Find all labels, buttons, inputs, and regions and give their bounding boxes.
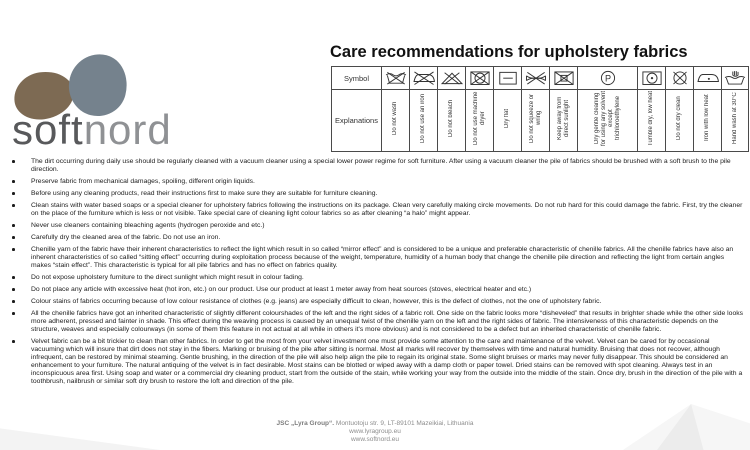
svg-text:P: P (604, 73, 611, 84)
symbol-cell (410, 67, 438, 90)
bullet-icon (12, 192, 15, 195)
list-item (8, 286, 744, 294)
list-item (8, 190, 744, 198)
explanation-text: Do not squeeze or wring (528, 93, 542, 143)
explanation-text: Do not use an iron (420, 93, 426, 143)
explanation-text: Iron with low heat (704, 94, 710, 142)
bullet-icon (12, 236, 15, 239)
bullet-icon (12, 312, 15, 315)
bullet-icon (12, 204, 15, 207)
bullet-text: Before using any cleaning products, read their instructions first to make sure they are suitable for furniture cleaning. (31, 190, 378, 197)
list-item (8, 234, 744, 242)
bullet-text: Velvet fabric can be a bit trickier to clean than other fabrics. In order to get the most from your velvet investment one must provide some attention to the care and maintenance of the velvet. Velvet can be cared for by occasional vacuuming which will insure that dirt does not stay in the fibers. Marking or bruising of the pile after sitting is normal. Most all marks will recover by themselves with time and natural humidity. Bruising that does not recover, although infrequent, can be restored by minimal steaming. Gentle brushing, in the direction of the pile will also help align the pile to regain its original state. Some slight bruises or marks may never fully disappear. This should be considered an enhancement to your furniture. The natural antiquing of the velvet is in fact desirable. Most stains can be blotted or wiped away with a damp cloth or paper towel. Dried stains can be removed with spot cleaning. Always test in an inconspicuous area first. Using soap and water or a commercial dry cleaning product, start from the outside of the stain, while working your way from the outside into the middle of the stain. Once dry, brush in the direction of the pile with a toothbrush, nailbrush or similar soft dry brush to restore the loft and direction of the pile. (31, 338, 743, 385)
tumble-dry-low-heat-icon (639, 69, 665, 87)
explanation-text: Dry gentle cleaning for using any solvent except trichloroethylene (593, 90, 621, 146)
explanation-cell (494, 90, 522, 152)
do-not-bleach-icon (439, 69, 465, 87)
explanation-text: Do not dry clean (676, 96, 682, 140)
symbol-cell (722, 67, 749, 90)
bullet-icon (12, 300, 15, 303)
address: Montuotoju str. 9, LT-89101 Mazeikiai, Lithuania (335, 420, 474, 427)
bullet-icon (12, 180, 15, 183)
hand-wash-30-icon (722, 69, 748, 87)
explanation-cell (522, 90, 550, 152)
logo-text (12, 106, 172, 153)
explanation-text: Hand wash at 30°C (731, 92, 738, 144)
list-item (8, 338, 744, 386)
dry-flat-icon (495, 69, 521, 87)
bullet-list (8, 158, 744, 390)
website-softnord-link[interactable]: www.softnord.eu (350, 436, 400, 443)
iron-with-low-heat-icon (695, 69, 721, 87)
bullet-icon (12, 288, 15, 291)
bullet-icon (12, 248, 15, 251)
explanation-cell (550, 90, 578, 152)
website-lyragroup-link[interactable]: www.lyragroup.eu (349, 428, 401, 435)
symbol-cell (438, 67, 466, 90)
do-not-use-machine-dryer-icon (467, 69, 493, 87)
page-title: Care recommendations for upholstery fabrics (330, 43, 688, 61)
symbol-cell (638, 67, 666, 90)
explanation-cell (694, 90, 722, 152)
bullet-icon (12, 224, 15, 227)
bullet-icon (12, 340, 15, 343)
softnord-logo (12, 52, 312, 154)
symbol-cell (550, 67, 578, 90)
explanation-cell (722, 90, 749, 152)
explanation-text: Do not bleach (448, 99, 454, 137)
bullet-text: Carefully dry the cleaned area of the fabric. Do not use an iron. (31, 234, 221, 241)
list-item (8, 246, 744, 270)
symbol-cell (694, 67, 722, 90)
do-not-wash-icon (383, 69, 409, 87)
bullet-text: Do not place any article with excessive heat (hot iron, etc.) on our product. Use our product at least 1 meter away from heat sources (stoves, electrical heater and etc.) (31, 286, 532, 293)
company-name: JSC „Lyra Group“. (276, 420, 335, 427)
care-table (331, 66, 749, 152)
explanations-row-header: Explanations (332, 90, 382, 152)
symbol-row-header: Symbol (332, 67, 382, 90)
dry-gentle-cleaning-icon (595, 69, 621, 87)
list-item (8, 202, 744, 218)
explanation-text: Do not wash (392, 101, 398, 135)
bullet-text: Chenille yarn of the fabric have their inherent characteristics to reflect the light which result in so called “mirror effect” and is considered to be a unique and preferable characteristic of chenille fabrics. All the chenille fabrics have also an inherent characteristics of so called “sitting effect” occurring during exploitation process because of the weight, temperature, humidity of a human body that change the chenille pile direction and reflecting the light from certain angles makes “stain effect”. This characteristic is typical for all pile fabrics and has no effect on fabrics quality. (31, 246, 734, 269)
list-item (8, 178, 744, 186)
explanation-text: Do not use machine dryer (472, 91, 486, 145)
keep-away-from-direct-sunlight-icon (551, 69, 577, 87)
explanation-cell (666, 90, 694, 152)
explanation-text: Dry flat (504, 108, 510, 128)
do-not-use-an-iron-icon (411, 69, 437, 87)
list-item (8, 222, 744, 230)
list-item (8, 158, 744, 174)
explanation-cell (382, 90, 410, 152)
explanation-text: Tumble dry, low heat (648, 90, 654, 146)
explanation-cell (578, 90, 638, 152)
list-item (8, 310, 744, 334)
bullet-text: Never use cleaners containing bleaching agents (hydrogen peroxide and etc.) (31, 222, 265, 229)
bullet-icon (12, 276, 15, 279)
symbol-cell (666, 67, 694, 90)
bullet-text: Clean stains with water based soaps or a special cleaner for upholstery fabrics following the instructions on its package. Clean very carefully making circle movements. Do not rub hard for this could damage the fabric. First, try the cleaner on the place of the furniture which is less or not visible. Take special care of cleaning light colour fabrics so as after cleaning “a halo” might appear. (31, 202, 743, 217)
company-address (0, 420, 750, 428)
logo-soft: soft (12, 106, 84, 153)
bullet-text: All the chenille fabrics have got an inherited characteristic of slightly different colourshades of the left and the right sides of a fabric roll. One side on the fabric looks more “disheveled” that results in brighter shade while the other side looks more adherent, pressed and fainter in shade. This effect during the weaving process is caused by an unequal twist of the chenille yarn on the left and the right sides of fabric. The intensiveness of this characteristic depends on the structure, weaves and especially colourways (in some of them this feature in not actual at all while in others it's more obvious) and is not considered to be a defect but an inherited characteristic of chenille fabric. (31, 310, 744, 333)
explanation-cell (466, 90, 494, 152)
symbol-row (332, 67, 749, 90)
explanation-cell (438, 90, 466, 152)
symbol-cell (382, 67, 410, 90)
bullet-text: Preserve fabric from mechanical damages, spoiling, different origin liquids. (31, 178, 255, 185)
footer (0, 420, 750, 444)
list-item (8, 274, 744, 282)
list-item (8, 298, 744, 306)
do-not-dry-clean-icon (667, 69, 693, 87)
logo-nord: nord (83, 106, 172, 153)
symbol-cell (494, 67, 522, 90)
symbol-cell (578, 67, 638, 90)
bullet-text: Colour stains of fabrics occurring because of low colour resistance of clothes (e.g. jeans) are especially difficult to clean, however, this is the defect of clothes, not the one of upholstery fabric. (31, 298, 602, 305)
explanation-text: Keep away from direct sunlight (556, 96, 570, 140)
bullet-icon (12, 160, 15, 163)
bullet-text: The dirt occurring during daily use should be regularly cleaned with a vacuum cleaner using a special lower power regime for soft furniture. After using a vacuum cleaner the pile of fabrics should be brushed with a soft brush to the pile direction. (31, 158, 731, 173)
bullet-text: Do not expose upholstery furniture to the direct sunlight which might result in colour fading. (31, 274, 304, 281)
explanation-cell (410, 90, 438, 152)
symbol-cell (522, 67, 550, 90)
explanations-row (332, 90, 749, 152)
symbol-cell (466, 67, 494, 90)
explanation-cell (638, 90, 666, 152)
do-not-squeeze-or-wring-icon (523, 69, 549, 87)
